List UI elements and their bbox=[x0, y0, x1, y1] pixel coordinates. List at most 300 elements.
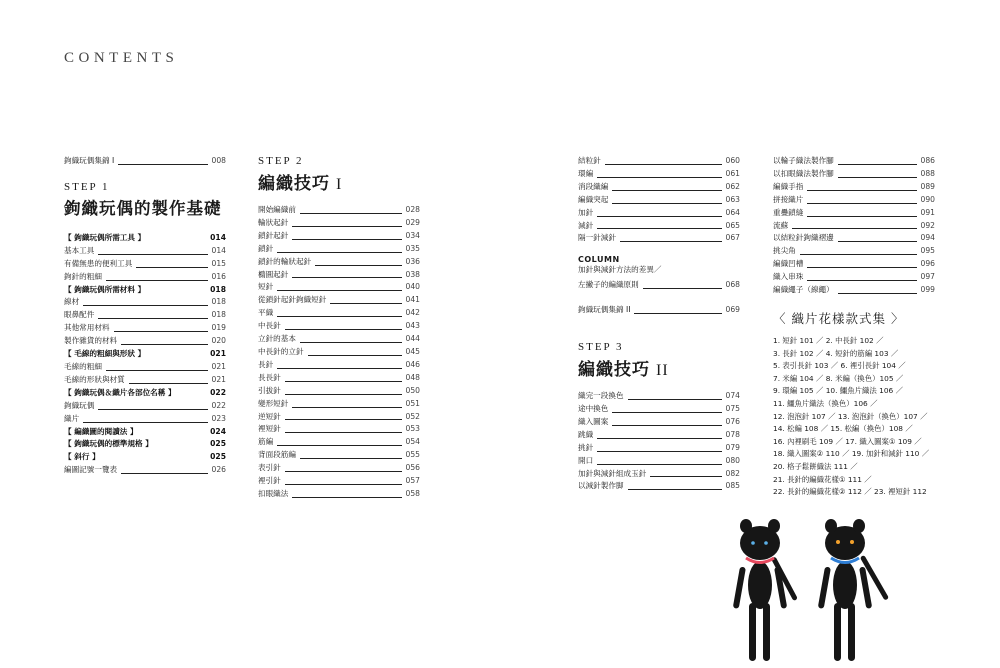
toc-entry-label: 織入圖案 bbox=[578, 416, 609, 426]
toc-entry-page: 014 bbox=[210, 232, 226, 242]
toc-entry[interactable] bbox=[64, 245, 226, 258]
toc-entry-label: 織入串珠 bbox=[773, 272, 804, 282]
toc-entry-label: 毛線的粗細 bbox=[64, 361, 102, 371]
toc-entry-label: 途中換色 bbox=[578, 403, 609, 413]
toc-entry[interactable] bbox=[578, 194, 740, 207]
toc-entry[interactable] bbox=[258, 346, 420, 359]
toc-entry[interactable] bbox=[258, 230, 420, 243]
toc-entry-label: 中長針的立針 bbox=[258, 346, 304, 356]
leader-line bbox=[597, 228, 721, 229]
toc-entry-page: 046 bbox=[405, 359, 420, 369]
toc-column-1 bbox=[64, 155, 226, 477]
toc-entry[interactable] bbox=[64, 296, 226, 309]
leader-line bbox=[620, 241, 722, 242]
column-heading: COLUMN bbox=[578, 255, 620, 265]
toc-entry-page: 052 bbox=[405, 411, 420, 421]
toc-entry-page: 038 bbox=[405, 269, 420, 279]
column-line: 加針與減針方法的差異／ bbox=[578, 265, 662, 275]
contents-title: CONTENTS bbox=[64, 50, 179, 66]
toc-entry-label: 減針 bbox=[578, 220, 594, 230]
toc-entry-label: 眼鼻配件 bbox=[64, 310, 95, 320]
toc-entry[interactable] bbox=[773, 168, 935, 181]
toc-entry[interactable] bbox=[773, 155, 935, 168]
toc-entry[interactable] bbox=[258, 294, 420, 307]
toc-entry-label: 流蘇 bbox=[773, 220, 789, 230]
toc-entry-label: 跳織 bbox=[578, 429, 594, 439]
toc-entry-page: 024 bbox=[210, 426, 226, 436]
toc-entry-page: 021 bbox=[211, 361, 226, 371]
toc-entry-label: 以減針製作脚 bbox=[578, 481, 624, 491]
toc-entry-label: 平織 bbox=[258, 308, 274, 318]
leader-line bbox=[292, 277, 401, 278]
toc-entry-label: 鉤織玩偶集錦 I bbox=[64, 156, 115, 165]
leader-line bbox=[643, 288, 722, 289]
toc-column-4 bbox=[773, 155, 935, 499]
toc-entry-label: 環編 bbox=[578, 168, 594, 178]
leader-line bbox=[106, 370, 208, 371]
toc-entry-label: 長長針 bbox=[258, 372, 281, 382]
toc-entry[interactable] bbox=[64, 387, 226, 400]
toc-entry-page: 065 bbox=[725, 220, 740, 230]
pattern-line: 3. 長針 102 ／ 4. 短針的筋編 103 ／ bbox=[773, 348, 899, 358]
toc-entry-label: 編圖記號一覽表 bbox=[64, 465, 118, 475]
toc-entry[interactable] bbox=[258, 359, 420, 372]
leader-line bbox=[285, 471, 402, 472]
toc-entry-page: 092 bbox=[920, 220, 935, 230]
toc-entry-page: 062 bbox=[725, 181, 740, 191]
toc-entry-page: 045 bbox=[405, 346, 420, 356]
toc-entry-page: 021 bbox=[211, 374, 226, 384]
leader-line bbox=[285, 381, 402, 382]
step-2-title bbox=[258, 169, 420, 194]
toc-entry-page: 067 bbox=[725, 233, 740, 243]
toc-entry-page: 020 bbox=[211, 336, 226, 346]
leader-line bbox=[650, 476, 721, 477]
toc-entry[interactable] bbox=[578, 207, 740, 220]
toc-entry-page: 095 bbox=[920, 246, 935, 256]
toc-entry-label: 挑針 bbox=[578, 442, 594, 452]
toc-entry-label: 織完一段換色 bbox=[578, 391, 624, 401]
leader-line bbox=[800, 254, 917, 255]
toc-entry-collection-1[interactable] bbox=[64, 155, 226, 168]
toc-entry-page: 042 bbox=[405, 308, 420, 318]
toc-entry-page: 018 bbox=[211, 297, 226, 307]
toc-entry-label: 開始編織前 bbox=[258, 205, 296, 214]
toc-entry-label: 拼接織片 bbox=[773, 194, 804, 204]
leader-line bbox=[121, 473, 207, 474]
toc-entry-page: 069 bbox=[725, 305, 740, 315]
toc-entry[interactable] bbox=[64, 284, 226, 297]
toc-entry-page: 018 bbox=[210, 284, 226, 294]
leader-line bbox=[634, 313, 721, 314]
toc-entry-page: 099 bbox=[920, 285, 935, 295]
toc-entry-label: 【 斜行 】 bbox=[64, 452, 100, 462]
toc-entry-label: 中長針 bbox=[258, 321, 281, 331]
toc-entry-label: 開口 bbox=[578, 455, 594, 465]
leader-line bbox=[106, 280, 208, 281]
toc-entry-page: 053 bbox=[405, 424, 420, 434]
toc-entry-label: 裡短針 bbox=[258, 424, 281, 434]
toc-entry-label: 裡引針 bbox=[258, 476, 281, 486]
toc-entry-page: 035 bbox=[405, 243, 420, 253]
toc-entry[interactable] bbox=[578, 468, 740, 481]
toc-entry-page: 061 bbox=[725, 168, 740, 178]
leader-line bbox=[277, 290, 401, 291]
toc-entry-page: 054 bbox=[405, 437, 420, 447]
toc-entry[interactable] bbox=[258, 475, 420, 488]
toc-entry[interactable] bbox=[64, 361, 226, 374]
leader-line bbox=[330, 303, 401, 304]
toc-entry-page: 023 bbox=[211, 413, 226, 423]
toc-entry-label: 以輪子織法製作腳 bbox=[773, 156, 834, 165]
toc-entry[interactable] bbox=[64, 348, 226, 361]
toc-entry-label: 挑尖角 bbox=[773, 246, 796, 256]
toc-entry[interactable] bbox=[773, 181, 935, 194]
toc-entry[interactable] bbox=[773, 220, 935, 233]
toc-entry[interactable] bbox=[258, 256, 420, 269]
toc-entry[interactable] bbox=[258, 411, 420, 424]
leader-line bbox=[277, 316, 401, 317]
toc-entry[interactable] bbox=[258, 488, 420, 501]
toc-entry[interactable] bbox=[64, 232, 226, 245]
toc-entry[interactable] bbox=[578, 416, 740, 429]
toc-entry-page: 040 bbox=[405, 282, 420, 292]
toc-entry-label: 織片 bbox=[64, 413, 80, 423]
toc-entry-page: 036 bbox=[405, 256, 420, 266]
toc-entry-page: 096 bbox=[920, 259, 935, 269]
toc-entry-page: 025 bbox=[210, 439, 226, 449]
step-2-label: STEP 2 bbox=[258, 155, 304, 167]
toc-entry[interactable] bbox=[258, 281, 420, 294]
toc-entry[interactable] bbox=[258, 243, 420, 256]
toc-entry-page: 091 bbox=[920, 207, 935, 217]
toc-entry-page: 016 bbox=[211, 271, 226, 281]
toc-entry-page: 014 bbox=[211, 245, 226, 255]
leader-line bbox=[285, 484, 402, 485]
toc-entry[interactable] bbox=[578, 390, 740, 403]
toc-entry-page: 058 bbox=[405, 488, 420, 498]
toc-entry-label: 鎖針的輪狀起針 bbox=[258, 256, 312, 266]
leader-line bbox=[285, 432, 402, 433]
toc-entry[interactable] bbox=[773, 258, 935, 271]
leader-line bbox=[285, 394, 402, 395]
toc-entry-label: 【 鉤織玩偶所需材料 】 bbox=[64, 284, 146, 294]
leader-line bbox=[807, 216, 916, 217]
pattern-line: 22. 長針的編織花樣② 112 ／ 23. 裡短針 112 bbox=[773, 487, 927, 497]
toc-entry[interactable] bbox=[64, 451, 226, 464]
toc-entry[interactable] bbox=[258, 398, 420, 411]
toc-entry[interactable] bbox=[578, 442, 740, 455]
toc-entry-page: 021 bbox=[210, 349, 226, 359]
toc-entry-label: 引拔針 bbox=[258, 385, 281, 395]
toc-entry-label: 消段織編 bbox=[578, 181, 609, 191]
toc-entry-page: 090 bbox=[920, 194, 935, 204]
toc-entry[interactable] bbox=[64, 464, 226, 477]
leader-line bbox=[285, 329, 402, 330]
toc-entry[interactable] bbox=[258, 462, 420, 475]
pattern-line: 11. 鱷魚片織法（換色）106 ／ bbox=[773, 398, 878, 408]
toc-entry-page: 056 bbox=[405, 463, 420, 473]
toc-column-3 bbox=[578, 155, 740, 493]
leader-line bbox=[315, 265, 401, 266]
toc-entry-label: 加針與減針組成玉針 bbox=[578, 468, 647, 478]
toc-entry-page: 025 bbox=[210, 452, 226, 462]
crochet-cats-photo bbox=[732, 515, 942, 665]
leader-line bbox=[300, 213, 402, 214]
toc-entry-page: 019 bbox=[211, 323, 226, 333]
leader-line bbox=[807, 267, 916, 268]
pattern-line: 9. 環編 105 ／ 10. 鱷魚片織法 106 ／ bbox=[773, 386, 903, 396]
leader-line bbox=[597, 177, 721, 178]
toc-entry-collection-2[interactable] bbox=[578, 304, 740, 317]
toc-entry[interactable] bbox=[773, 232, 935, 245]
toc-entry-label: 以結粒針鉤織褶邊 bbox=[773, 233, 834, 243]
leader-line bbox=[136, 267, 207, 268]
toc-entry-label: 短針 bbox=[258, 282, 274, 292]
toc-entry[interactable] bbox=[258, 423, 420, 436]
toc-entry-page: 028 bbox=[405, 205, 420, 214]
step-2-numeral: I bbox=[336, 176, 343, 193]
toc-entry-label: 製作雜貨的材料 bbox=[64, 336, 118, 346]
toc-entry-page: 086 bbox=[920, 156, 935, 165]
toc-entry-label: 【 鉤織玩偶＆織片各部位名稱 】 bbox=[64, 387, 176, 397]
leader-line bbox=[838, 177, 917, 178]
leader-line bbox=[98, 254, 207, 255]
toc-entry[interactable] bbox=[578, 480, 740, 493]
toc-entry[interactable] bbox=[64, 335, 226, 348]
toc-entry[interactable] bbox=[578, 155, 740, 168]
pattern-line: 16. 內裡刷毛 109 ／ 17. 織入圖案① 109 ／ bbox=[773, 436, 922, 446]
toc-entry-page: 085 bbox=[725, 481, 740, 491]
leader-line bbox=[612, 425, 721, 426]
toc-entry-label: 【 毛線的粗細與形狀 】 bbox=[64, 349, 146, 359]
toc-list-step-3 bbox=[578, 390, 740, 493]
leader-line bbox=[628, 399, 722, 400]
toc-entry-label: 立針的基本 bbox=[258, 334, 296, 344]
toc-entry[interactable] bbox=[64, 400, 226, 413]
step-1-label: STEP 1 bbox=[64, 180, 110, 193]
toc-entry[interactable] bbox=[773, 194, 935, 207]
toc-entry-page: 078 bbox=[725, 429, 740, 439]
toc-list-continued-2 bbox=[773, 155, 935, 297]
leader-line bbox=[597, 438, 721, 439]
pattern-line: 18. 織入圖案② 110 ／ 19. 加針和減針 110 ／ bbox=[773, 449, 930, 459]
toc-entry[interactable] bbox=[258, 320, 420, 333]
toc-entry-label: 隔一針減針 bbox=[578, 233, 616, 243]
toc-entry-page: 043 bbox=[405, 321, 420, 331]
toc-entry-page: 088 bbox=[920, 168, 935, 178]
toc-entry-page: 089 bbox=[920, 181, 935, 191]
toc-entry-page: 029 bbox=[405, 217, 420, 227]
toc-entry-page: 064 bbox=[725, 207, 740, 217]
toc-entry[interactable] bbox=[64, 309, 226, 322]
toc-entry[interactable] bbox=[773, 245, 935, 258]
toc-entry-label: 鉤針的粗細 bbox=[64, 271, 102, 281]
pattern-line: 21. 長針的編織花樣① 111 ／ bbox=[773, 474, 872, 484]
pattern-line: 5. 表引長針 103 ／ 6. 裡引長針 104 ／ bbox=[773, 361, 906, 371]
toc-entry-page: 022 bbox=[211, 400, 226, 410]
toc-entry[interactable] bbox=[64, 438, 226, 451]
toc-entry-page: 026 bbox=[211, 465, 226, 475]
leader-line bbox=[612, 203, 721, 204]
toc-entry-page: 076 bbox=[725, 416, 740, 426]
toc-entry-label: 輪狀起針 bbox=[258, 217, 289, 227]
toc-entry-label: 變形短針 bbox=[258, 398, 289, 408]
toc-entry-label: 毛線的形狀與材質 bbox=[64, 374, 125, 384]
toc-entry[interactable] bbox=[578, 429, 740, 442]
leader-line bbox=[838, 241, 917, 242]
toc-entry-label: 鎖針 bbox=[258, 243, 274, 253]
toc-entry-label: 重疊鎖縫 bbox=[773, 207, 804, 217]
pattern-line: 14. 松編 108 ／ 15. 松編（換色）108 ／ bbox=[773, 424, 913, 434]
toc-entry[interactable] bbox=[773, 207, 935, 220]
toc-entry[interactable] bbox=[258, 385, 420, 398]
toc-entry[interactable] bbox=[578, 232, 740, 245]
leader-line bbox=[121, 344, 207, 345]
toc-entry[interactable] bbox=[258, 372, 420, 385]
toc-entry-page: 051 bbox=[405, 398, 420, 408]
toc-entry[interactable] bbox=[258, 217, 420, 230]
step-3-title bbox=[578, 355, 740, 380]
leader-line bbox=[838, 164, 917, 165]
leader-line bbox=[597, 216, 721, 217]
toc-entry-page: 044 bbox=[405, 334, 420, 344]
leader-line bbox=[277, 368, 401, 369]
leader-line bbox=[114, 331, 208, 332]
toc-entry-label: 線材 bbox=[64, 297, 80, 307]
leader-line bbox=[118, 164, 207, 165]
toc-entry-label: 有備無患的便利工具 bbox=[64, 258, 133, 268]
toc-entry-label: 長針 bbox=[258, 359, 274, 369]
toc-entry[interactable] bbox=[578, 455, 740, 468]
leader-line bbox=[597, 451, 721, 452]
leader-line bbox=[807, 280, 916, 281]
toc-entry-label: 表引針 bbox=[258, 463, 281, 473]
pattern-line: 7. 米編 104 ／ 8. 米編（換色）105 ／ bbox=[773, 373, 904, 383]
leader-line bbox=[792, 228, 916, 229]
leader-line bbox=[597, 464, 721, 465]
toc-entry-label: 【 鉤織玩偶的標準規格 】 bbox=[64, 439, 153, 449]
pattern-list bbox=[773, 335, 935, 499]
toc-entry-label: 鉤織玩偶集錦 II bbox=[578, 305, 631, 315]
leader-line bbox=[83, 422, 207, 423]
toc-entry[interactable] bbox=[773, 271, 935, 284]
pattern-gallery-title: 〈 織片花樣款式集 〉 bbox=[773, 310, 905, 326]
toc-entry-label: 扣眼織法 bbox=[258, 488, 289, 498]
toc-entry[interactable] bbox=[258, 307, 420, 320]
toc-entry[interactable] bbox=[64, 413, 226, 426]
toc-entry-page: 055 bbox=[405, 450, 420, 460]
toc-entry-page: 018 bbox=[211, 310, 226, 320]
leader-line bbox=[605, 164, 722, 165]
toc-entry-label: 編織凹槽 bbox=[773, 259, 804, 269]
toc-entry-label: 【 鉤織玩偶所需工具 】 bbox=[64, 232, 146, 242]
leader-line bbox=[838, 293, 917, 294]
leader-line bbox=[300, 342, 402, 343]
toc-entry-label: 從鎖針起針鉤織短針 bbox=[258, 295, 327, 305]
toc-list-continued bbox=[578, 155, 740, 245]
toc-entry[interactable] bbox=[258, 436, 420, 449]
toc-entry-page: 008 bbox=[211, 156, 226, 165]
leader-line bbox=[807, 203, 916, 204]
toc-column-2 bbox=[258, 155, 420, 501]
toc-entry[interactable] bbox=[578, 168, 740, 181]
toc-entry-page: 094 bbox=[920, 233, 935, 243]
toc-entry[interactable] bbox=[64, 271, 226, 284]
toc-entry-page: 015 bbox=[211, 258, 226, 268]
step-3-numeral: II bbox=[656, 362, 669, 380]
toc-entry-label: 鉤織玩偶 bbox=[64, 400, 95, 410]
toc-entry[interactable] bbox=[578, 403, 740, 416]
toc-entry-page: 063 bbox=[725, 194, 740, 204]
toc-entry[interactable] bbox=[258, 333, 420, 346]
toc-entry-label: 其他常用材料 bbox=[64, 323, 110, 333]
leader-line bbox=[98, 318, 207, 319]
leader-line bbox=[292, 239, 401, 240]
toc-entry-label: 背面段筋編 bbox=[258, 450, 296, 460]
toc-entry[interactable] bbox=[578, 220, 740, 233]
leader-line bbox=[308, 355, 402, 356]
toc-entry-page: 082 bbox=[725, 468, 740, 478]
toc-entry-label: 逆短針 bbox=[258, 411, 281, 421]
leader-line bbox=[277, 445, 401, 446]
toc-list-step-2 bbox=[258, 204, 420, 501]
pattern-line: 1. 短針 101 ／ 2. 中長針 102 ／ bbox=[773, 335, 884, 345]
leader-line bbox=[98, 409, 207, 410]
toc-entry-label: 左撇子的編織原則 bbox=[578, 280, 639, 290]
toc-entry[interactable] bbox=[64, 426, 226, 439]
toc-entry[interactable] bbox=[64, 258, 226, 271]
toc-entry-label: 【 編織圖的閱讀法 】 bbox=[64, 426, 138, 436]
toc-entry-page: 080 bbox=[725, 455, 740, 465]
leader-line bbox=[292, 407, 401, 408]
leader-line bbox=[129, 383, 208, 384]
pattern-line: 20. 格子鬆餅織法 111 ／ bbox=[773, 461, 858, 471]
toc-entry-page: 022 bbox=[210, 387, 226, 397]
toc-entry-page: 075 bbox=[725, 403, 740, 413]
leader-line bbox=[292, 226, 401, 227]
leader-line bbox=[807, 190, 916, 191]
toc-entry[interactable] bbox=[258, 449, 420, 462]
step-3-title-text: 編織技巧 bbox=[578, 360, 650, 381]
toc-entry[interactable] bbox=[258, 269, 420, 282]
leader-line bbox=[83, 305, 207, 306]
toc-entry-page: 041 bbox=[405, 295, 420, 305]
toc-entry-page: 057 bbox=[405, 476, 420, 486]
toc-entry-label: 橢圓起針 bbox=[258, 269, 289, 279]
toc-entry-label: 編織突起 bbox=[578, 194, 609, 204]
toc-entry[interactable] bbox=[64, 374, 226, 387]
toc-entry-page: 050 bbox=[405, 385, 420, 395]
toc-entry-label: 筋編 bbox=[258, 437, 274, 447]
toc-entry-page: 097 bbox=[920, 272, 935, 282]
toc-entry[interactable] bbox=[578, 181, 740, 194]
toc-entry-label: 鎖針起針 bbox=[258, 230, 289, 240]
toc-entry-page: 060 bbox=[725, 156, 740, 165]
toc-entry-left-handed[interactable] bbox=[578, 279, 740, 292]
toc-entry[interactable] bbox=[64, 322, 226, 335]
toc-entry[interactable] bbox=[773, 284, 935, 297]
toc-entry-label: 編織繩子（線繩） bbox=[773, 285, 834, 295]
toc-entry[interactable] bbox=[258, 204, 420, 217]
leader-line bbox=[292, 497, 401, 498]
crochet-black-cat-left-icon bbox=[733, 519, 798, 661]
pattern-line: 12. 泡泡針 107 ／ 13. 泡泡針（換色）107 ／ bbox=[773, 411, 928, 421]
toc-list-step-1 bbox=[64, 232, 226, 477]
step-2-title-text: 編織技巧 bbox=[258, 174, 330, 194]
toc-entry-label: 以扣眼織法製作腳 bbox=[773, 168, 834, 178]
toc-entry-label: 基本工具 bbox=[64, 245, 95, 255]
